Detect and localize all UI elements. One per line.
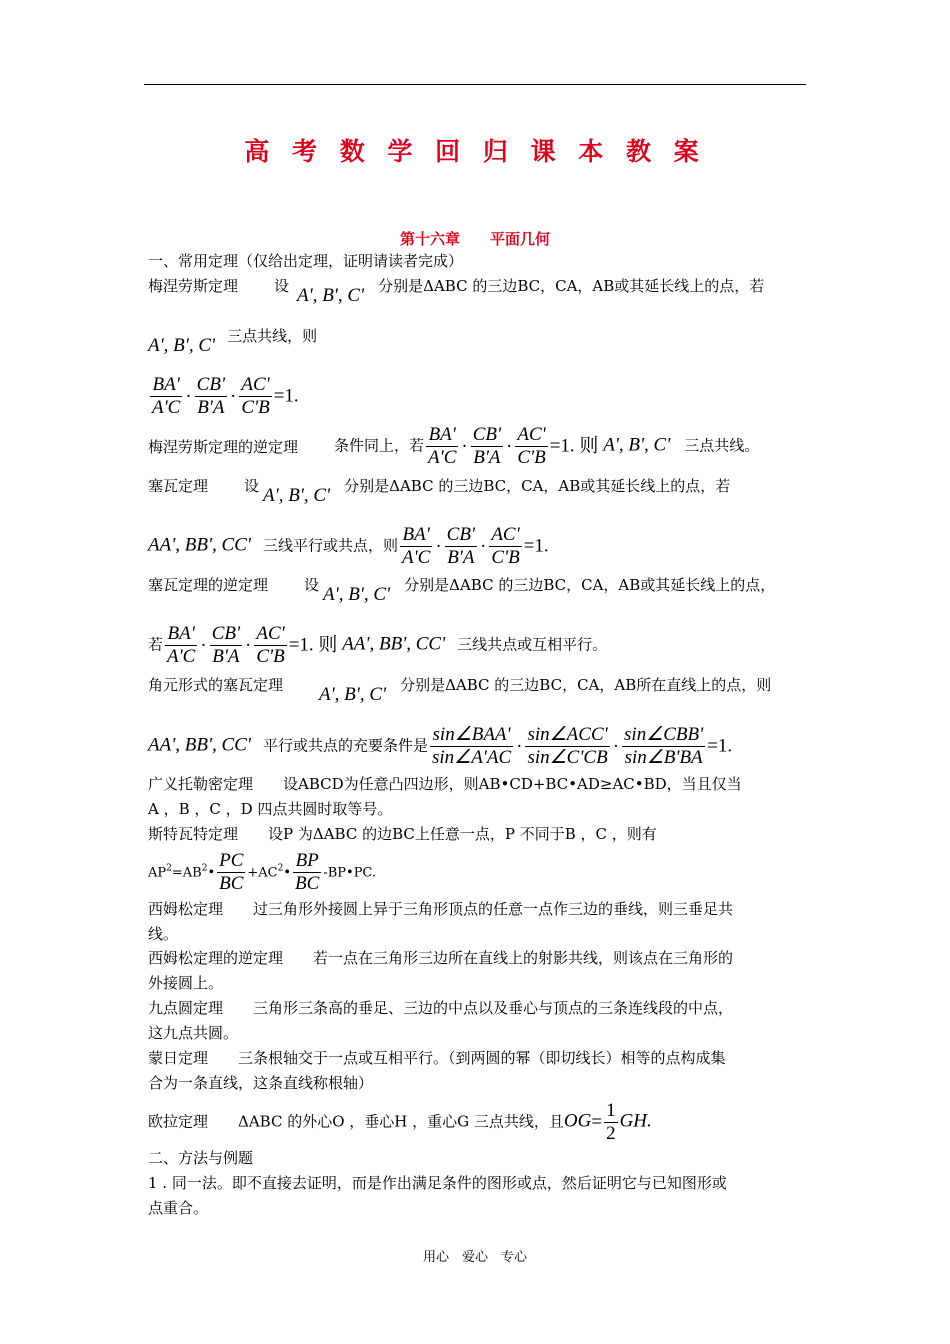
section-heading-2: 二、方法与例题: [148, 1149, 254, 1167]
menelaus-formula: $\frac{BA'}{A'C}$ · $\frac{CB'}{B'A}$ · $\frac{AC'}{C'B}$ =1.: [152, 374, 299, 418]
stewart-line-1: 斯特瓦特定理 设P 为ΔABC 的边BC上任意一点，P 不同于B ，C ，则有: [148, 825, 657, 843]
method-1-line-2: 点重合。: [148, 1199, 209, 1217]
monge-line-2: 合为一条直线，这条直线称根轴）: [148, 1074, 374, 1092]
page-footer: 用心 爱心 专心: [422, 1250, 527, 1265]
section-heading-1: 一、常用定理（仅给出定理，证明请读者完成）: [148, 252, 464, 270]
ptolemy-line-2: A ，B ，C ，D 四点共圆时取等号。: [148, 800, 393, 818]
ninepoint-line-1: 九点圆定理 三角形三条高的垂足、三边的中点以及垂心与顶点的三条连线段的中点，: [148, 999, 734, 1017]
method-1-line-1: 1 . 同一法。即不直接去证明，而是作出满足条件的图形或点，然后证明它与已知图形或: [148, 1174, 727, 1192]
page-title: 高 考 数 学 回 归 课 本 教 案: [244, 137, 706, 166]
ceva-inverse-formula: 若 $\frac{BA'}{A'C}$ · $\frac{CB'}{B'A}$ · $\frac{AC'}{C'B}$ =1. 则 AA', BB', CC' 三线共点或互相平行。: [148, 623, 608, 667]
trig-ceva-formula: AA', BB', CC' 平行或共点的充要条件是 $\frac{\text{sin∠BAA'}}{\sin\angle A'AC}$ · $\frac{\text{sin∠ACC'}}{\sin\angle C'CB}$ · $\frac{\text{sin∠CBB'}}{\sin\angle B'BA}$ =1.: [148, 724, 733, 768]
menelaus-inverse: 梅涅劳斯定理的逆定理 条件同上，若 $\frac{BA'}{A'C}$ · $\frac{CB'}{B'A}$ · $\frac{AC'}{C'B}$ =1. 则 A', B', C' 三点共线。: [148, 424, 760, 468]
euler-line: 欧拉定理 ΔABC 的外心O ，垂心H ，重心G 三点共线，且OG= $\frac{1}{2}$ GH.: [148, 1100, 652, 1144]
ceva-inverse-line-1: 塞瓦定理的逆定理 设 A', B', C' 分别是ΔABC 的三边BC，CA，AB或其延长线上的点，: [148, 576, 776, 605]
simson-inverse-line-1: 西姆松定理的逆定理 若一点在三角形三边所在直线上的射影共线，则该点在三角形的: [148, 949, 734, 967]
simson-line-1: 西姆松定理 过三角形外接圆上异于三角形顶点的任意一点作三边的垂线，则三垂足共: [148, 900, 734, 918]
stewart-formula: $AP^2=AB^2•$ $\frac{PC}{BC}$ $+AC^2•$ $\frac{BP}{BC}$ -BP•PC.: [148, 850, 377, 894]
monge-line-1: 蒙日定理 三条根轴交于一点或互相平行。（到两圆的幂（即切线长）相等的点构成集: [148, 1049, 726, 1067]
ninepoint-line-2: 这九点共圆。: [148, 1024, 239, 1042]
chapter-title: 第十六章 平面几何: [399, 230, 550, 248]
trig-ceva-line-1: 角元形式的塞瓦定理 A', B', C' 分别是ΔABC 的三边BC，CA，AB所在直线上的点，则: [148, 676, 772, 705]
ptolemy-line-1: 广义托勒密定理 设ABCD为任意凸四边形，则AB•CD+BC•AD≥AC•BD，当且仅当: [148, 775, 742, 793]
ceva-formula: AA', BB', CC' 三线平行或共点，则 $\frac{BA'}{A'C}$ · $\frac{CB'}{B'A}$ · $\frac{AC'}{C'B}$ =1.: [148, 524, 549, 568]
ceva-line-1: 塞瓦定理 设 A', B', C' 分别是ΔABC 的三边BC，CA，AB或其延长线上的点，若: [148, 477, 731, 506]
simson-line-2: 线。: [148, 925, 179, 943]
menelaus-line-1: 梅涅劳斯定理 设 A', B', C' 分别是ΔABC 的三边BC，CA，AB或其延长线上的点，若: [148, 277, 765, 306]
simson-inverse-line-2: 外接圆上。: [148, 974, 224, 992]
menelaus-line-2: A', B', C' 三点共线，则: [148, 327, 318, 356]
header-rule: [144, 84, 806, 85]
